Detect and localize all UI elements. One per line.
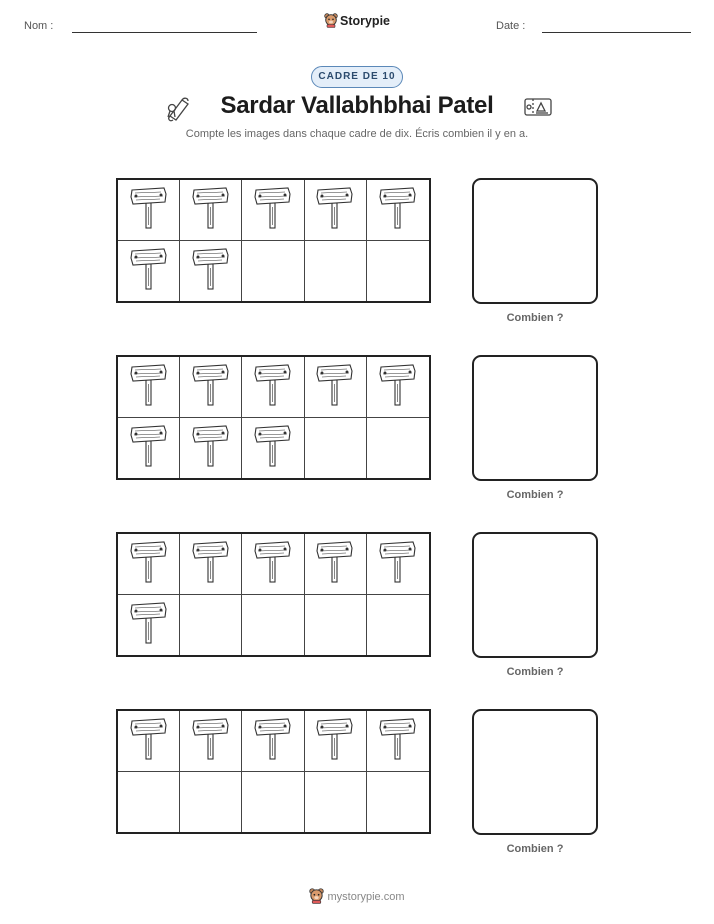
answer-box-3[interactable] bbox=[472, 532, 598, 658]
ten-frame-4 bbox=[116, 709, 431, 834]
wooden-signpost-icon bbox=[130, 716, 168, 765]
frame-cell bbox=[367, 595, 429, 656]
wooden-signpost-icon bbox=[379, 185, 417, 234]
frame-cell bbox=[180, 357, 242, 418]
frame-cell bbox=[180, 180, 242, 241]
wooden-signpost-icon bbox=[192, 362, 230, 411]
wooden-signpost-icon bbox=[379, 362, 417, 411]
instructions: Compte les images dans chaque cadre de dix. Écris combien il y en a. bbox=[185, 128, 529, 140]
wooden-signpost-icon bbox=[192, 716, 230, 765]
ten-frame-3 bbox=[116, 532, 431, 657]
wooden-signpost-icon bbox=[192, 246, 230, 295]
frame-cell bbox=[180, 772, 242, 833]
frame-cell bbox=[118, 772, 180, 833]
footer bbox=[0, 888, 714, 907]
answer-label-2: Combien ? bbox=[506, 489, 564, 501]
frame-cell bbox=[118, 180, 180, 241]
frame-cell bbox=[367, 241, 429, 302]
frame-cell bbox=[180, 418, 242, 479]
frame-cell bbox=[242, 418, 304, 479]
wooden-signpost-icon bbox=[379, 539, 417, 588]
date-line[interactable] bbox=[542, 32, 691, 33]
wooden-signpost-icon bbox=[130, 246, 168, 295]
frame-cell bbox=[367, 357, 429, 418]
frame-cell bbox=[118, 418, 180, 479]
frame-cell bbox=[305, 711, 367, 772]
wooden-signpost-icon bbox=[316, 716, 354, 765]
name-line[interactable] bbox=[72, 32, 257, 33]
answer-box-4[interactable] bbox=[472, 709, 598, 835]
frame-cell bbox=[180, 241, 242, 302]
frame-cell bbox=[118, 595, 180, 656]
wooden-signpost-icon bbox=[254, 539, 292, 588]
name-label: Nom : bbox=[24, 20, 54, 32]
wooden-signpost-icon bbox=[316, 539, 354, 588]
wooden-signpost-icon bbox=[316, 362, 354, 411]
worksheet-badge: CADRE DE 10 bbox=[311, 66, 403, 88]
frame-cell bbox=[242, 357, 304, 418]
wooden-signpost-icon bbox=[130, 423, 168, 472]
brand-name: Storypie bbox=[339, 14, 390, 28]
frame-cell bbox=[305, 772, 367, 833]
wooden-signpost-icon bbox=[316, 185, 354, 234]
wooden-signpost-icon bbox=[192, 423, 230, 472]
wooden-signpost-icon bbox=[254, 362, 292, 411]
answer-label-4: Combien ? bbox=[506, 843, 564, 855]
answer-label-3: Combien ? bbox=[506, 666, 564, 678]
frame-cell bbox=[305, 534, 367, 595]
frame-cell bbox=[180, 595, 242, 656]
frame-cell bbox=[118, 534, 180, 595]
frame-cell bbox=[242, 180, 304, 241]
frame-cell bbox=[305, 595, 367, 656]
wooden-signpost-icon bbox=[192, 185, 230, 234]
frame-cell bbox=[305, 180, 367, 241]
wooden-signpost-icon bbox=[130, 600, 168, 649]
wooden-signpost-icon bbox=[254, 423, 292, 472]
footer-url: mystorypie.com bbox=[327, 891, 405, 903]
answer-box-1[interactable] bbox=[472, 178, 598, 304]
frame-cell bbox=[305, 241, 367, 302]
frame-cell bbox=[242, 595, 304, 656]
wooden-signpost-icon bbox=[192, 539, 230, 588]
ten-frame-1 bbox=[116, 178, 431, 303]
bear-icon bbox=[324, 13, 338, 31]
page-title: Sardar Vallabhbhai Patel bbox=[220, 92, 494, 119]
wooden-signpost-icon bbox=[130, 539, 168, 588]
wooden-signpost-icon bbox=[379, 716, 417, 765]
frame-cell bbox=[242, 711, 304, 772]
frame-cell bbox=[367, 711, 429, 772]
frame-cell bbox=[242, 241, 304, 302]
wooden-signpost-icon bbox=[130, 362, 168, 411]
frame-cell bbox=[118, 711, 180, 772]
frame-cell bbox=[180, 534, 242, 595]
date-label: Date : bbox=[496, 20, 526, 32]
frame-cell bbox=[242, 534, 304, 595]
frame-cell bbox=[242, 772, 304, 833]
ten-frame-2 bbox=[116, 355, 431, 480]
ticket-icon bbox=[523, 96, 553, 123]
frame-cell bbox=[305, 418, 367, 479]
frame-cell bbox=[180, 711, 242, 772]
wooden-signpost-icon bbox=[130, 185, 168, 234]
brand-logo bbox=[0, 13, 714, 31]
bear-icon bbox=[309, 888, 324, 907]
frame-cell bbox=[367, 180, 429, 241]
frame-cell bbox=[118, 357, 180, 418]
wooden-signpost-icon bbox=[254, 185, 292, 234]
frame-cell bbox=[118, 241, 180, 302]
frame-cell bbox=[305, 357, 367, 418]
frame-cell bbox=[367, 772, 429, 833]
frame-cell bbox=[367, 534, 429, 595]
answer-box-2[interactable] bbox=[472, 355, 598, 481]
wooden-signpost-icon bbox=[254, 716, 292, 765]
frame-cell bbox=[367, 418, 429, 479]
answer-label-1: Combien ? bbox=[506, 312, 564, 324]
